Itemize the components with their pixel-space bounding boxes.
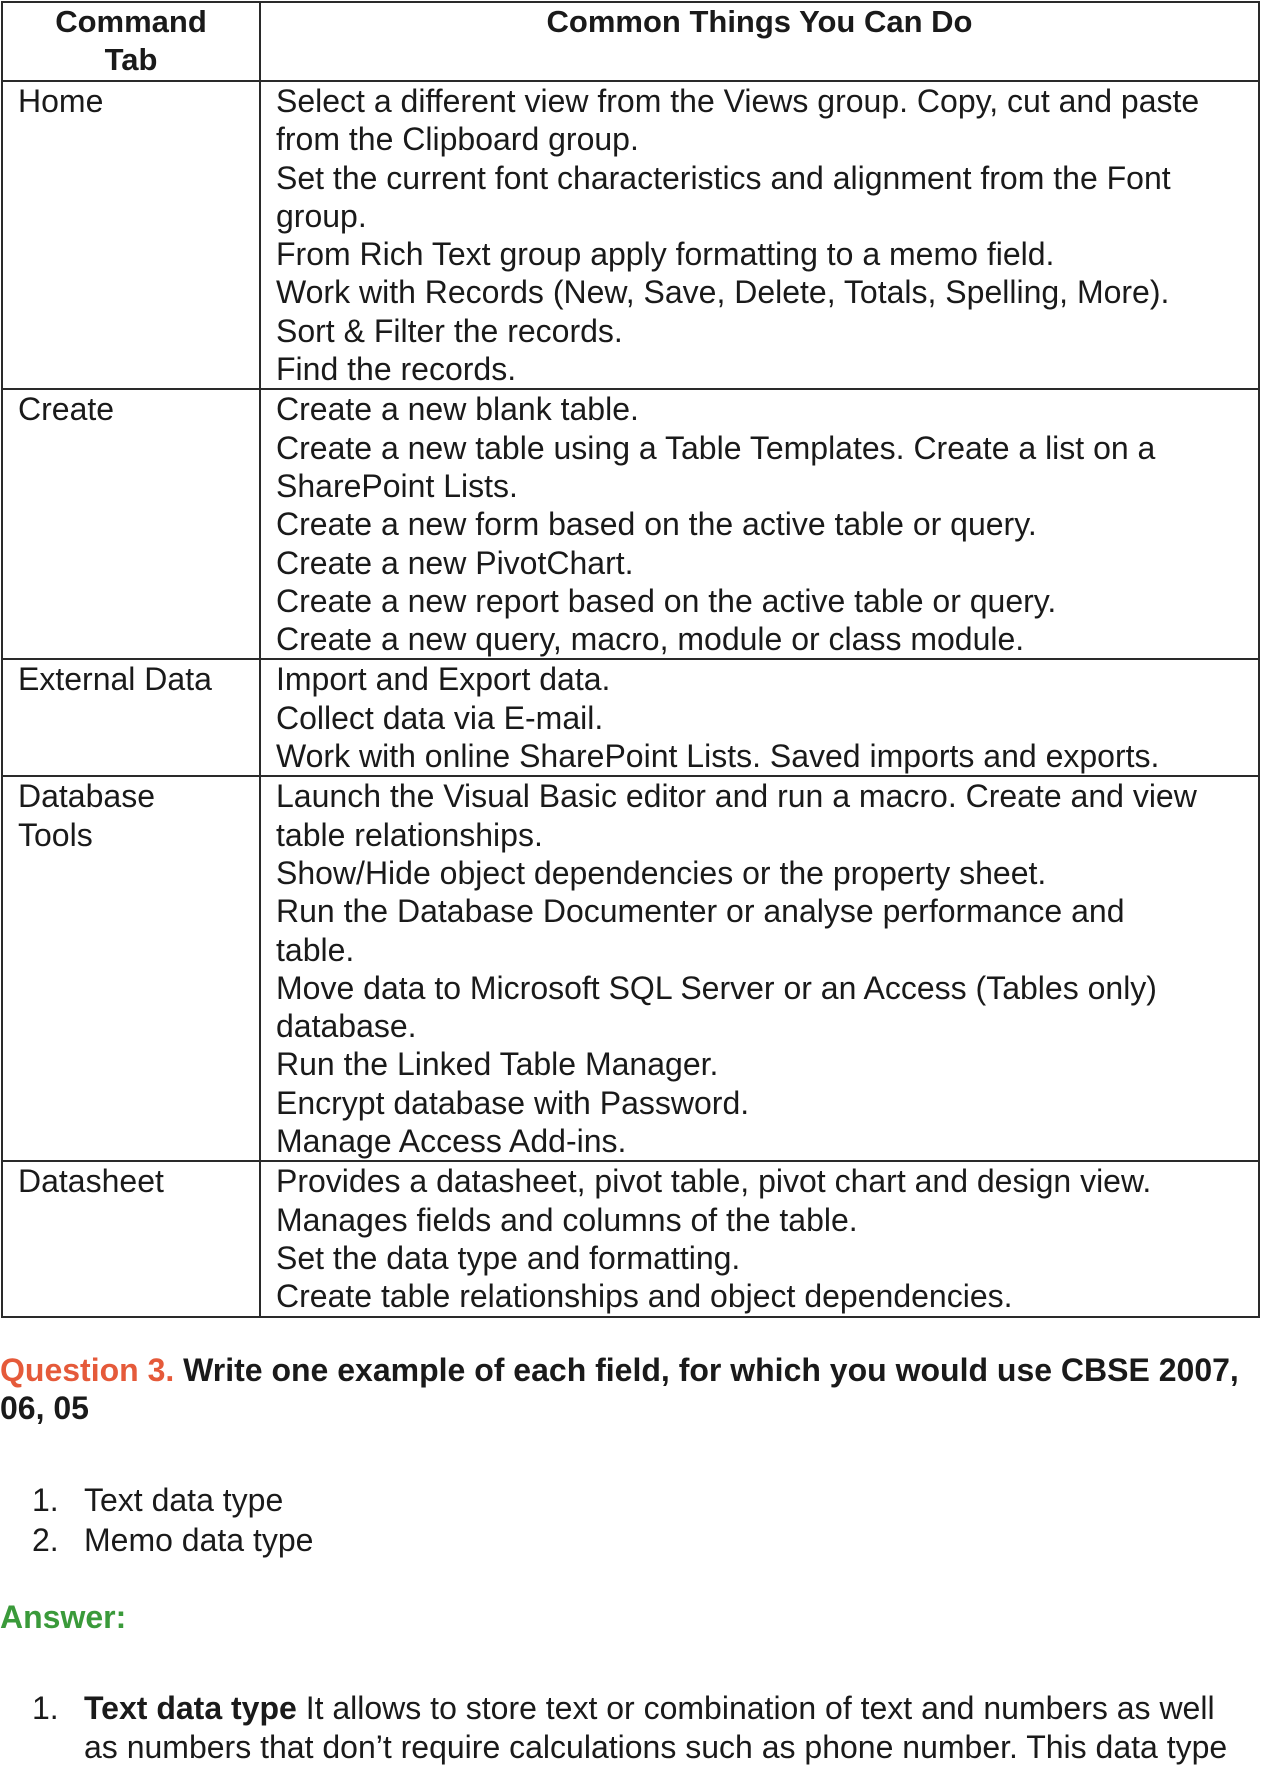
table-row [2, 776, 1259, 1161]
description-line: database. [276, 1008, 417, 1045]
description-cell [260, 659, 1259, 776]
command-tab-name: Database Tools [18, 778, 155, 853]
description-line: Sort & Filter the records. [276, 312, 623, 349]
list-item-text: Memo data type [84, 1522, 314, 1558]
description-cell [260, 776, 1259, 1161]
table-header-row [2, 2, 1259, 81]
description-line: From Rich Text group apply formatting to a memo field. [276, 236, 1055, 273]
question-text: Write one example of each field, for which you would use CBSE 2007, [174, 1352, 1239, 1388]
description-line: Manage Access Add-ins. [276, 1123, 627, 1160]
description-line: Run the Database Documenter or analyse performance and [276, 893, 1125, 930]
description-line: Move data to Microsoft SQL Server or an Access (Tables only) [276, 969, 1157, 1006]
header-command-tab: Command Tab [2, 2, 260, 81]
command-tab-cell [2, 81, 260, 389]
command-tab-name: Datasheet [18, 1163, 164, 1200]
command-tab-cell [2, 1161, 260, 1316]
table-row [2, 389, 1259, 659]
question-3 [0, 1351, 1288, 1427]
description-cell [260, 1161, 1259, 1316]
description-line: Create a new query, macro, module or class module. [276, 621, 1025, 658]
table-row [2, 1161, 1259, 1316]
list-item-number: 1. [32, 1482, 59, 1518]
description-line: from the Clipboard group. [276, 121, 639, 158]
description-line: table. [276, 931, 355, 968]
description-line: Launch the Visual Basic editor and run a macro. Create and view [276, 778, 1197, 815]
table-row [2, 81, 1259, 389]
description-line: Create table relationships and object dependencies. [276, 1278, 1013, 1315]
description-line: Create a new table using a Table Templates. Create a list on a [276, 429, 1156, 466]
command-tab-name: Create [18, 391, 115, 428]
description-line: Work with online SharePoint Lists. Saved imports and exports. [276, 738, 1160, 775]
command-tab-name: Home [18, 83, 104, 119]
command-tab-cell [2, 659, 260, 776]
question-text-line2: 06, 05 [0, 1390, 89, 1426]
list-item-number: 2. [32, 1522, 59, 1558]
description-line: Work with Records (New, Save, Delete, Totals, Spelling, More). [276, 274, 1170, 311]
answer-item [0, 1689, 1288, 1767]
description-line: table relationships. [276, 816, 543, 853]
description-line: Set the data type and formatting. [276, 1239, 741, 1276]
question-list [0, 1480, 313, 1560]
answer-term: Text data type [84, 1690, 297, 1726]
answer-label: Answer: [0, 1599, 127, 1635]
list-item [0, 1480, 313, 1520]
description-line: SharePoint Lists. [276, 467, 518, 504]
description-line: group. [276, 197, 367, 234]
description-line: Create a new report based on the active table or query. [276, 582, 1057, 619]
answer-list [0, 1689, 1288, 1767]
description-line: Set the current font characteristics and alignment from the Font [276, 159, 1171, 196]
description-line: Provides a datasheet, pivot table, pivot chart and design view. [276, 1163, 1152, 1200]
description-line: Select a different view from the Views group. Copy, cut and paste [276, 83, 1200, 119]
answer-item-number: 1. [32, 1690, 59, 1726]
command-tab-cell [2, 776, 260, 1161]
question-label: Question 3. [0, 1352, 175, 1388]
answer-text-line2: as numbers that don’t require calculations such as phone number. This data type [84, 1729, 1228, 1765]
description-line: Collect data via E-mail. [276, 699, 604, 736]
table-body [2, 81, 1259, 1317]
description-cell [260, 81, 1259, 389]
description-line: Show/Hide object dependencies or the property sheet. [276, 854, 1047, 891]
description-line: Find the records. [276, 351, 517, 388]
command-tab-name: External Data [18, 661, 212, 698]
list-item-text: Text data type [84, 1482, 284, 1518]
description-line: Run the Linked Table Manager. [276, 1046, 719, 1083]
description-cell [260, 389, 1259, 659]
description-line: Encrypt database with Password. [276, 1084, 750, 1121]
command-tab-table [1, 1, 1260, 1318]
command-tab-cell [2, 389, 260, 659]
description-line: Create a new PivotChart. [276, 544, 634, 581]
description-line: Import and Export data. [276, 661, 611, 698]
list-item [0, 1520, 313, 1560]
description-line: Create a new form based on the active table or query. [276, 506, 1037, 543]
description-line: Manages fields and columns of the table. [276, 1201, 858, 1238]
table-row [2, 659, 1259, 776]
description-line: Create a new blank table. [276, 391, 639, 428]
answer-text: It allows to store text or combination of text and numbers as well [296, 1690, 1215, 1726]
header-common-things: Common Things You Can Do [260, 2, 1259, 81]
